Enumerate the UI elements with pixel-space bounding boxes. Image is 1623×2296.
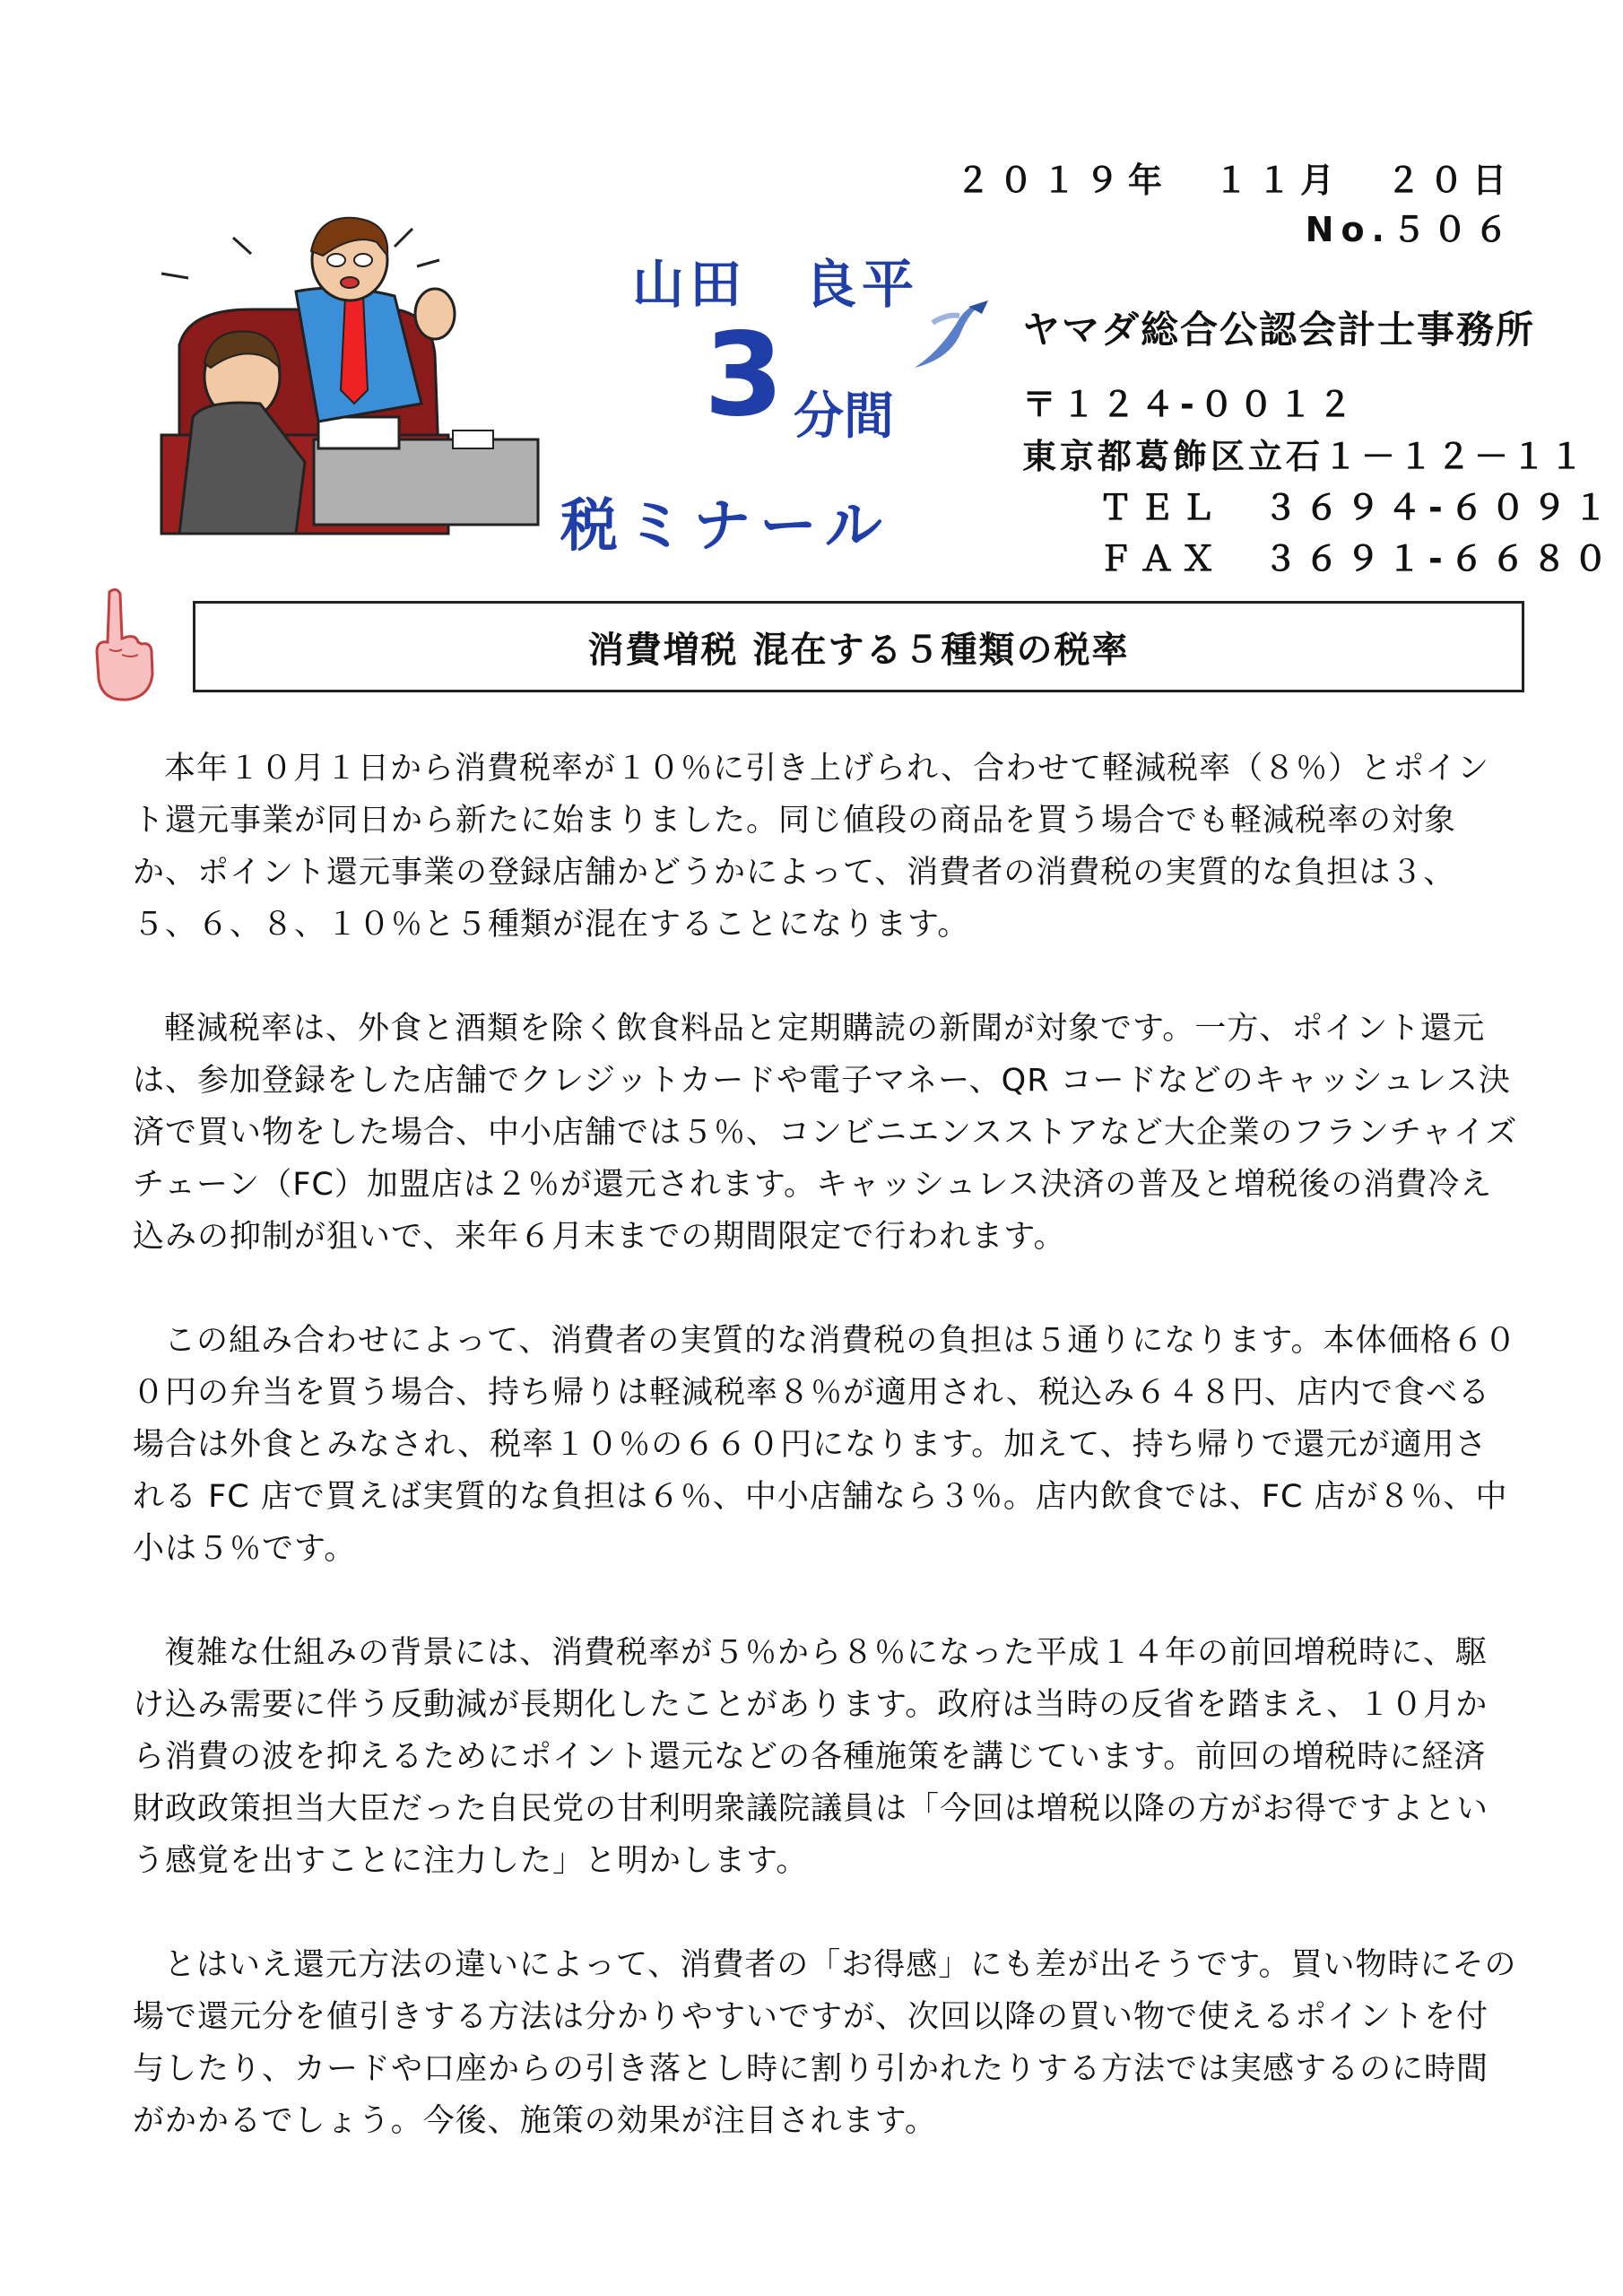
article-title: 消費増税 混在する５種類の税率 [587, 629, 1130, 671]
article-title-box [193, 601, 1524, 692]
office-tel: ＴＥＬ ３６９４-６０９１ [1098, 488, 1615, 527]
logo-seminar: 税ミナール [560, 493, 891, 560]
office-postal-code: 〒１２４-００１２ [1022, 385, 1358, 424]
article-paragraph: 本年１０月１日から消費税率が１０％に引き上げられ、合わせて軽減税率（８％）とポイント還元事業が同日から新たに始まりました。同じ値段の商品を買う場合でも軽減税率の対象か、ポイント還元事業の登録店舗かどうかによって、消費者の消費税の実質的な負担は３、５、６、８、１０％と５種類が混在することになります。 [133, 751, 1490, 943]
article-paragraph: この組み合わせによって、消費者の実質的な消費税の負担は５通りになります。本体価格６００円の弁当を買う場合、持ち帰りは軽減税率８％が適用され、税込み６４８円、店内で食べる場合は外食とみなされ、税率１０％の６６０円になります。加えて、持ち帰りで還元が適用される FC 店で買えば実質的な負担は６％、中小店舗なら３％。店内飲食では、FC 店が８％、中小は５％です。 [133, 1323, 1517, 1567]
office-name: ヤマダ総合公認会計士事務所 [1022, 308, 1536, 352]
pointing-hand-icon [82, 585, 159, 706]
office-fax: ＦＡＸ ３６９１-６６８０ [1098, 539, 1615, 578]
office-swoosh-icon [906, 296, 995, 377]
newsletter-date: ２０１９年 １１月 ２０日 [955, 161, 1515, 200]
logo-minutes: 分間 [794, 387, 894, 446]
office-address: 東京都葛飾区立石１－１２－１１ [1022, 437, 1588, 476]
consultation-illustration [126, 211, 547, 552]
article-paragraph: 複雑な仕組みの背景には、消費税率が５％から８％になった平成１４年の前回増税時に、駆け込み需要に伴う反動減が長期化したことがあります。政府は当時の反省を踏まえ、１０月から消費の波を抑えるためにポイント還元などの各種施策を講じています。前回の増税時に経済財政政策担当大臣だった自民党の甘利明衆議院議員は「今回は増税以降の方がお得ですよという感覚を出すことに注力した」と明かします。 [133, 1635, 1489, 1879]
logo-author-name: 山田 良平 [632, 254, 920, 315]
article-body [133, 743, 1518, 2199]
article-paragraph: 軽減税率は、外食と酒類を除く飲食料品と定期購読の新聞が対象です。一方、ポイント還元は、参加登録をした店舗でクレジットカードや電子マネー、QR コードなどのキャッシュレス決済で買い物をした場合、中小店舗では５％、コンビニエンスストアなど大企業のフランチャイズチェーン（FC）加盟店は２％が還元されます。キャッシュレス決済の普及と増税後の消費冷え込みの抑制が狙いで、来年６月末までの期間限定で行われます。 [133, 1011, 1518, 1255]
article-paragraph: とはいえ還元方法の違いによって、消費者の「お得感」にも差が出そうです。買い物時にその場で還元分を値引きする方法は分かりやすいですが、次回以降の買い物で使えるポイントを付与したり、カードや口座からの引き落とし時に割り引かれたりする方法では実感するのに時間がかかるでしょう。今後、施策の効果が注目されます。 [133, 1947, 1517, 2139]
issue-number: No.５０６ [1305, 210, 1515, 249]
logo-number: 3 [704, 309, 785, 442]
